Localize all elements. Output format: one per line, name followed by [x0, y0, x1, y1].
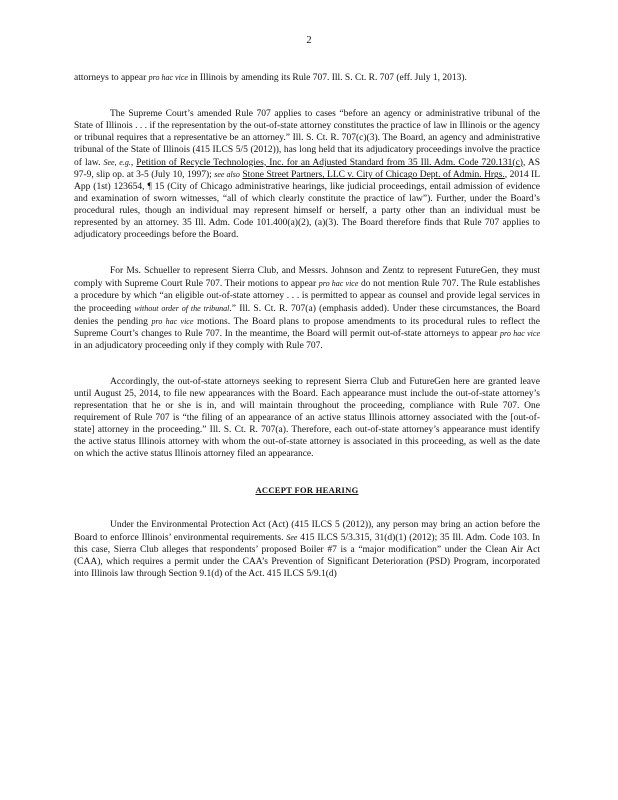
italic-signal: See: [286, 533, 298, 543]
text-run: The Supreme Court’s amended Rule 707 applies to cases “before an agency or administrative tribunal of the State of Illinois . . . if the representation by the out-of-state attorney constitutes the practice of law in Illinois or the agency or tribunal requires that a representative be an attorney.” Ill. S. Ct. R. 707(c)(3). The Board, an agency and administrative tribunal of the State of Illinois (415 ILCS 5/5 (2012)), has long held that its adjudicatory proceedings involve the practice of law.: [74, 108, 540, 168]
text-run: Under the Environmental Protection Act (Act) (415 ILCS 5 (2012)), any person may bring an action before the Board to enforce Illinois’ environmental requirements.: [74, 520, 540, 544]
paragraph-continuation: [74, 72, 540, 85]
text-run: ,: [130, 157, 137, 168]
paragraph-motions: [74, 266, 540, 353]
italic-term: pro hac vice: [151, 316, 194, 326]
text-run: in an adjudicatory proceeding only if they comply with Rule 707.: [74, 341, 323, 352]
page-number: 2: [306, 35, 312, 46]
text-run: , 2014 IL App (1st) 123654, ¶ 15 (City of Chicago administrative hearings, like judicial proceedings, entail admission of evidence and examination of sworn witnesses, “all of which clearly constitute the practice of law”). Further, under the Board’s procedural rules, though an individual may represent himself or herself, a party other than an individual must be represented by an attorney. 35 Ill. Adm. Code 101.400(a)(2), (a)(3). The Board therefore finds that Rule 707 applies to adjudicatory proceedings before the Board.: [74, 170, 541, 240]
text-run: , AS 97-9, slip op. at 3-5 (July 10, 1997);: [74, 157, 541, 181]
italic-emphasis: without order of the tribunal: [134, 303, 230, 313]
section-heading: ACCEPT FOR HEARING: [255, 484, 359, 495]
text-run: 415 ILCS 5/3.315, 31(d)(1) (2012); 35 Ill. Adm. Code 103. In this case, Sierra Club alleges that respondents’ proposed Boiler #7 is a “major modification” under the Clean Air Act (CAA), which requires a permit under the CAA’s Prevention of Significant Deterioration (PSD) Program, incorporated into Illinois law through Section 9.1(d) of the Act. 415 ILCS 5/9.1(d): [74, 533, 540, 580]
italic-term: pro hac vice: [500, 329, 540, 339]
text-run: .” Ill. S. Ct. R. 707(a) (emphasis added). Under these circumstances, the Board denies the pending: [74, 303, 540, 327]
case-citation: Petition of Recycle Technologies, Inc. for an Adjusted Standard from 35 Ill. Adm. Code 720.131(c): [136, 157, 523, 168]
paragraph-rule-707: [74, 109, 540, 242]
text-run: attorneys to appear: [74, 73, 149, 83]
text-run: in Illinois by amending its Rule 707. Ill. S. Ct. R. 707 (eff. July 1, 2013).: [187, 73, 467, 83]
italic-signal: see also: [214, 170, 240, 180]
text-run: do not mention Rule 707. The Rule establishes a procedure by which “an eligible out-of-state attorney . . . is permitted to appear as counsel and provide legal services in the proceeding: [74, 278, 540, 314]
italic-term: pro hac vice: [318, 278, 359, 288]
text-run: Accordingly, the out-of-state attorneys seeking to represent Sierra Club and FutureGen here are granted leave until August 25, 2014, to file new appearances with the Board. Each appearance must include the out-of-state attorney’s representation that he or she is in, and will maintain throughout the proceeding, compliance with Rule 707. One requirement of Rule 707 is “the filing of an appearance of an active status Illinois attorney associated with the [out-of-state] attorney in the proceeding.” Ill. S. Ct. R. 707(a). Therefore, each out-of-state attorney’s appearance must identify the active status Illinois attorney with whom the out-of-state attorney is associated in this proceeding, as well as the date on which the active status Illinois attorney filed an appearance.: [74, 377, 540, 459]
text-run: motions. The Board plans to propose amendments to its procedural rules to reflect the Supreme Court’s changes to Rule 707. In the meantime, the Board will permit out-of-state attorneys to appear: [74, 316, 540, 340]
italic-term: pro hac vice: [148, 73, 188, 82]
case-citation: Stone Street Partners, LLC v. City of Chicago Dept. of Admin. Hrgs.: [242, 170, 505, 181]
paragraph-appearances: [74, 377, 540, 460]
italic-signal: See, e.g.: [103, 157, 131, 167]
document-body: [74, 72, 540, 605]
paragraph-hearing: [74, 520, 540, 581]
text-run: For Ms. Schueller to represent Sierra Club, and Messrs. Johnson and Zentz to represent FutureGen, they must comply with Supreme Court Rule 707. Their motions to appear: [74, 265, 540, 289]
